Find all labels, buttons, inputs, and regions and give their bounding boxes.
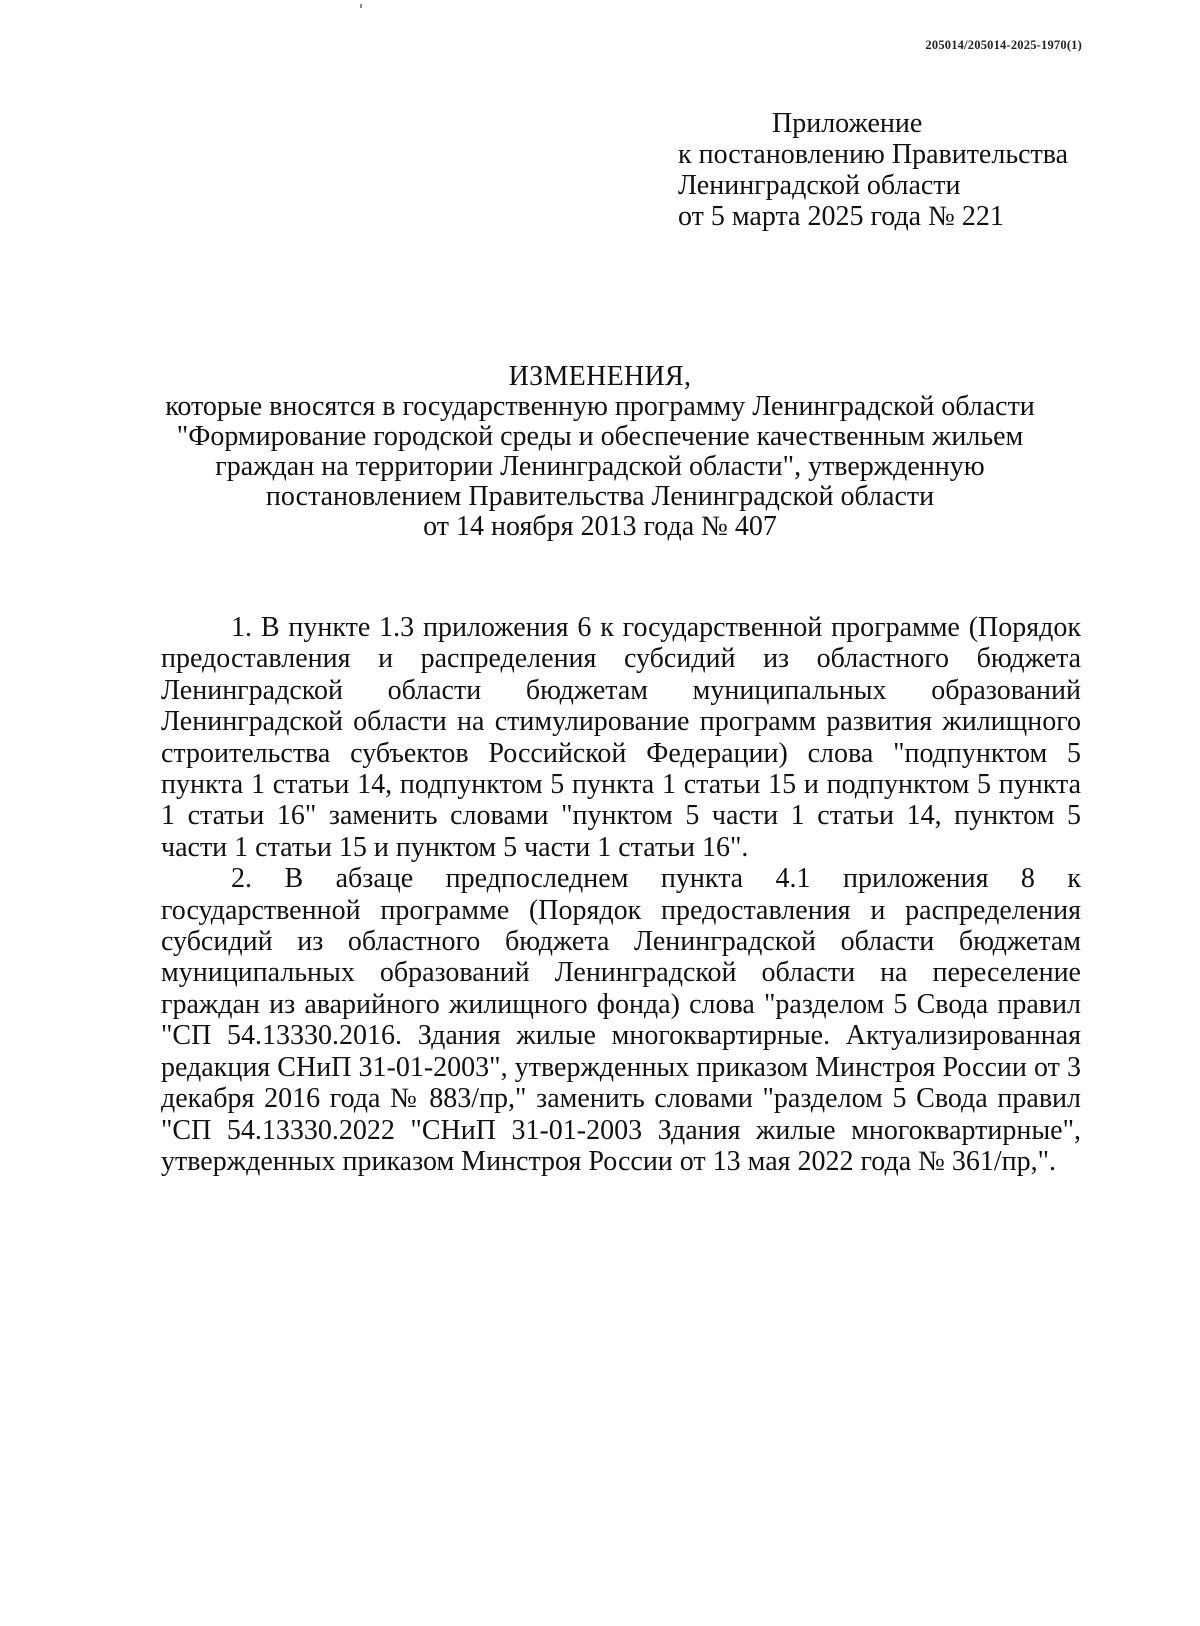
scan-artifact — [360, 4, 362, 8]
document-body — [161, 612, 1081, 1177]
heading-line: от 14 ноября 2013 года № 407 — [423, 511, 777, 542]
appendix-line: к постановлению Правительства — [678, 139, 1069, 170]
paragraph-1: 1. В пункте 1.3 приложения 6 к государственной программе (Порядок предоставления и распределения субсидий из областного бюджета Ленинградской области бюджетам муниципальных образований Ленинградской области на стимулирование программ развития жилищного строительства субъектов Российской Федерации) слова "подпунктом 5 пункта 1 статьи 14, подпунктом 5 пункта 1 статьи 15 и подпунктом 5 пункта 1 статьи 16" заменить словами "пунктом 5 части 1 статьи 14, пунктом 5 части 1 статьи 15 и пунктом 5 части 1 статьи 16". — [161, 612, 1081, 863]
heading-line: "Формирование городской среды и обеспечение качественным жильем — [176, 421, 1024, 452]
appendix-date: от 5 марта 2025 года № 221 — [678, 201, 1004, 232]
heading-line: граждан на территории Ленинградской области", утвержденную — [215, 451, 985, 482]
heading-title: ИЗМЕНЕНИЯ, — [508, 361, 692, 392]
appendix-line: Ленинградской области — [678, 170, 961, 201]
heading-line: которые вносятся в государственную программу Ленинградской области — [165, 391, 1035, 422]
appendix-title: Приложение — [772, 108, 923, 139]
appendix-block — [678, 108, 1068, 232]
paragraph-2: 2. В абзаце предпоследнем пункта 4.1 приложения 8 к государственной программе (Порядок предоставления и распределения субсидий из областного бюджета Ленинградской области бюджетам муниципальных образований Ленинградской области на переселение граждан из аварийного жилищного фонда) слова "разделом 5 Свода правил "СП 54.13330.2016. Здания жилые многоквартирные. Актуализированная редакция СНиП 31-01-2003", утвержденных приказом Минстроя России от 3 декабря 2016 года № 883/пр," заменить словами "разделом 5 Свода правил "СП 54.13330.2022 "СНиП 31-01-2003 Здания жилые многоквартирные", утвержденных приказом Минстроя России от 13 мая 2022 года № 361/пр,". — [161, 863, 1081, 1177]
heading-line: постановлением Правительства Ленинградской области — [265, 481, 935, 512]
document-heading — [0, 362, 1200, 542]
document-code: 205014/205014-2025-1970(1) — [925, 38, 1082, 52]
